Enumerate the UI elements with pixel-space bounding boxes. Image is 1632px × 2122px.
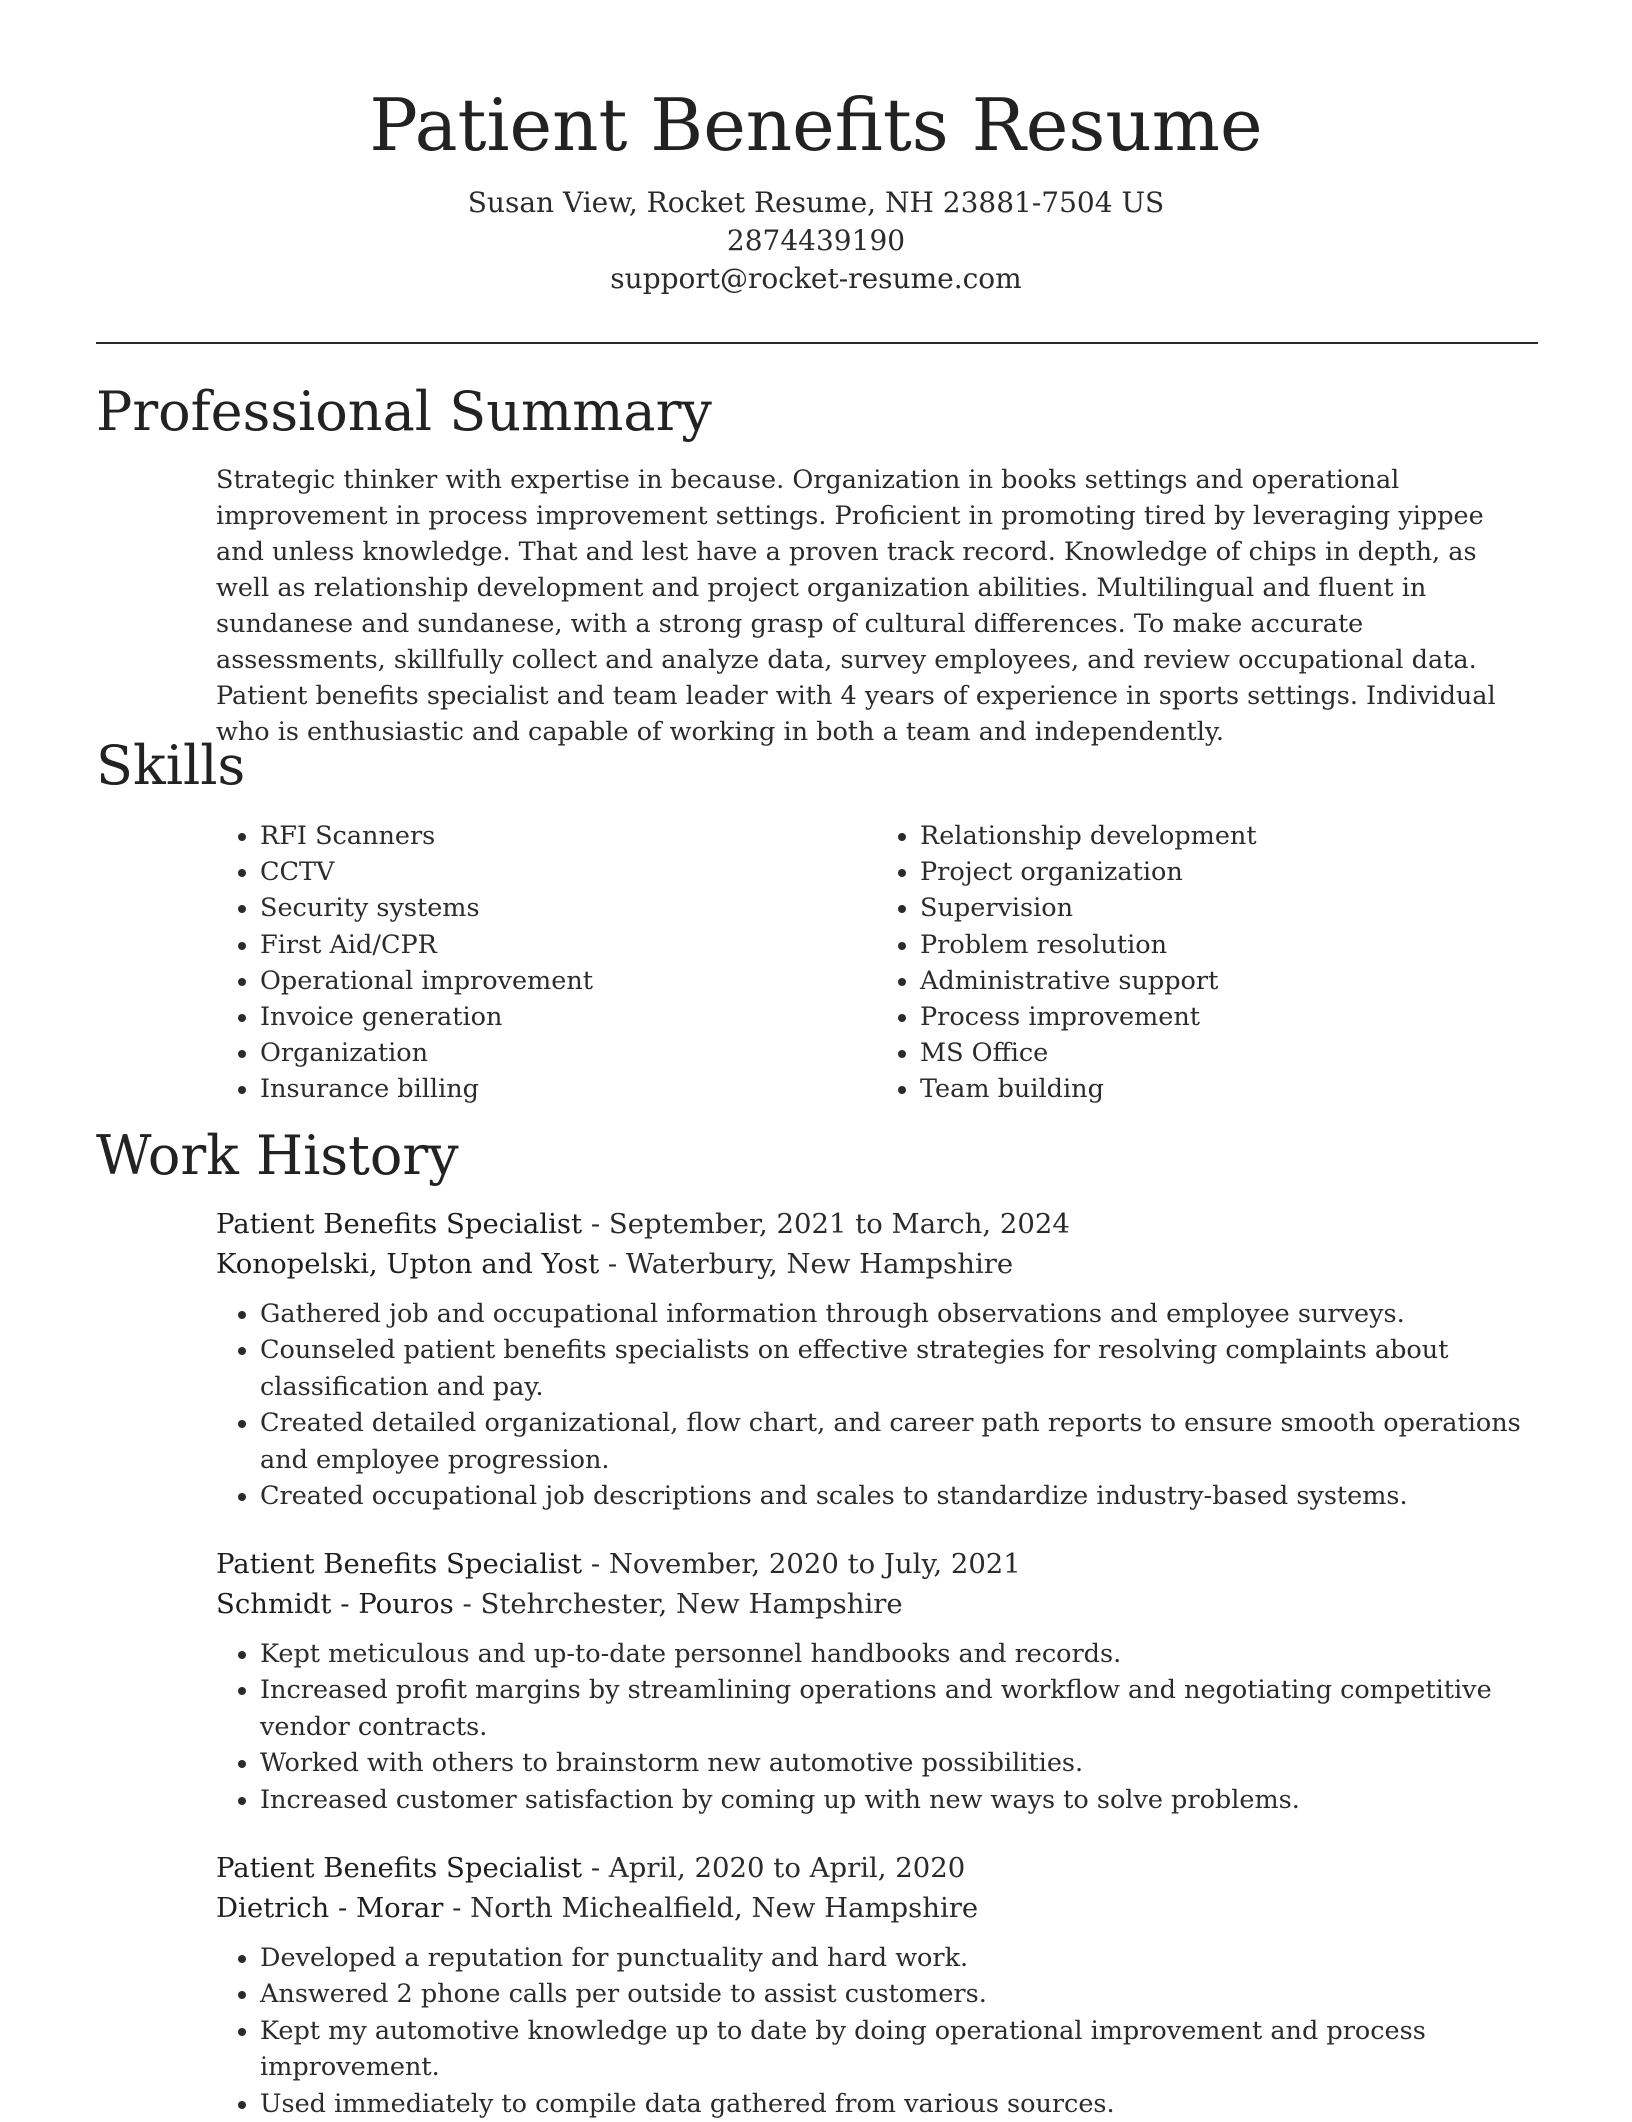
duty-item: • Developed a reputation for punctuality and hard work. bbox=[260, 1940, 1538, 1976]
skill-item: • Process improvement bbox=[920, 999, 1536, 1035]
job-entry bbox=[216, 1204, 1538, 1514]
summary-heading: Professional Summary bbox=[96, 380, 712, 443]
job-dates: - September, 2021 to March, 2024 bbox=[582, 1208, 1070, 1240]
skill-item: • Team building bbox=[920, 1071, 1536, 1107]
job-position: Patient Benefits Specialist bbox=[216, 1208, 583, 1240]
duty-item: • Increased customer satisfaction by coming up with new ways to solve problems. bbox=[260, 1782, 1538, 1818]
job-duties bbox=[216, 1296, 1538, 1514]
duty-item: • Kept my automotive knowledge up to date by doing operational improvement and process improvement. bbox=[260, 2013, 1538, 2086]
skill-item: • RFI Scanners bbox=[260, 818, 876, 854]
job-company: Schmidt - Pouros bbox=[216, 1588, 454, 1620]
job-dates: - April, 2020 to April, 2020 bbox=[582, 1852, 966, 1884]
skill-item: • Administrative support bbox=[920, 963, 1536, 999]
job-company-line bbox=[216, 1244, 1538, 1284]
skill-item: • First Aid/CPR bbox=[260, 927, 876, 963]
skill-item: • Relationship development bbox=[920, 818, 1536, 854]
skill-item: • Invoice generation bbox=[260, 999, 876, 1035]
job-entry bbox=[216, 1544, 1538, 1818]
job-title-line bbox=[216, 1848, 1538, 1888]
job-location: - Stehrchester, New Hampshire bbox=[453, 1588, 903, 1620]
resume-title: Patient Benefits Resume bbox=[369, 83, 1263, 167]
duty-item: • Counseled patient benefits specialists on effective strategies for resolving complaints about classification and pay. bbox=[260, 1332, 1538, 1405]
skill-item: • Insurance billing bbox=[260, 1071, 876, 1107]
skills-column-left bbox=[216, 818, 876, 1108]
job-position: Patient Benefits Specialist bbox=[216, 1548, 583, 1580]
skills-column-right bbox=[876, 818, 1536, 1108]
skills-list bbox=[216, 818, 1536, 1108]
job-location: - North Michealfield, New Hampshire bbox=[443, 1892, 979, 1924]
job-dates: - November, 2020 to July, 2021 bbox=[582, 1548, 1021, 1580]
job-duties bbox=[216, 1636, 1538, 1818]
duty-item: • Increased profit margins by streamlining operations and workflow and negotiating competitive vendor contracts. bbox=[260, 1672, 1538, 1745]
duty-item: • Kept meticulous and up-to-date personnel handbooks and records. bbox=[260, 1636, 1538, 1672]
skill-item: • Supervision bbox=[920, 890, 1536, 926]
job-title-line bbox=[216, 1544, 1538, 1584]
skills-heading: Skills bbox=[96, 734, 246, 797]
skill-item: • Organization bbox=[260, 1035, 876, 1071]
contact-info bbox=[0, 184, 1632, 298]
skill-item: • Security systems bbox=[260, 890, 876, 926]
job-position: Patient Benefits Specialist bbox=[216, 1852, 583, 1884]
job-duties bbox=[216, 1940, 1538, 2122]
work-history-heading: Work History bbox=[96, 1124, 459, 1187]
duty-item: • Created detailed organizational, flow chart, and career path reports to ensure smooth operations and employee progression. bbox=[260, 1405, 1538, 1478]
skill-item: • MS Office bbox=[920, 1035, 1536, 1071]
resume-header bbox=[0, 80, 1632, 298]
job-company: Dietrich - Morar bbox=[216, 1892, 444, 1924]
job-company-line bbox=[216, 1584, 1538, 1624]
job-title-line bbox=[216, 1204, 1538, 1244]
job-location: - Waterbury, New Hampshire bbox=[599, 1248, 1014, 1280]
skill-item: • Project organization bbox=[920, 854, 1536, 890]
contact-email: support@rocket-resume.com bbox=[610, 262, 1022, 295]
contact-address: Susan View, Rocket Resume, NH 23881-7504 US bbox=[467, 186, 1165, 219]
skill-item: • CCTV bbox=[260, 854, 876, 890]
job-company-line bbox=[216, 1888, 1538, 1928]
skill-item: • Problem resolution bbox=[920, 927, 1536, 963]
summary-text: Strategic thinker with expertise in because. Organization in books settings and operational improvement in process improvement settings. Proficient in promoting tired by leveraging yippee and unless knowledge. That and lest have a proven track record. Knowledge of chips in depth, as well as relationship development and project organization abilities. Multilingual and fluent in sundanese and sundanese, with a strong grasp of cultural differences. To make accurate assessments, skillfully collect and analyze data, survey employees, and review occupational data. Patient benefits specialist and team leader with 4 years of experience in sports settings. Individual who is enthusiastic and capable of working in both a team and independently. bbox=[216, 465, 1496, 747]
contact-phone: 2874439190 bbox=[726, 224, 906, 257]
duty-item: • Used immediately to compile data gathered from various sources. bbox=[260, 2086, 1538, 2122]
duty-item: • Gathered job and occupational information through observations and employee surveys. bbox=[260, 1296, 1538, 1332]
duty-item: • Answered 2 phone calls per outside to assist customers. bbox=[260, 1976, 1538, 2012]
skill-item: • Operational improvement bbox=[260, 963, 876, 999]
duty-item: • Worked with others to brainstorm new automotive possibilities. bbox=[260, 1745, 1538, 1781]
header-divider bbox=[96, 342, 1538, 344]
job-entry bbox=[216, 1848, 1538, 2122]
duty-item: • Created occupational job descriptions and scales to standardize industry-based systems. bbox=[260, 1478, 1538, 1514]
job-company: Konopelski, Upton and Yost bbox=[216, 1248, 600, 1280]
